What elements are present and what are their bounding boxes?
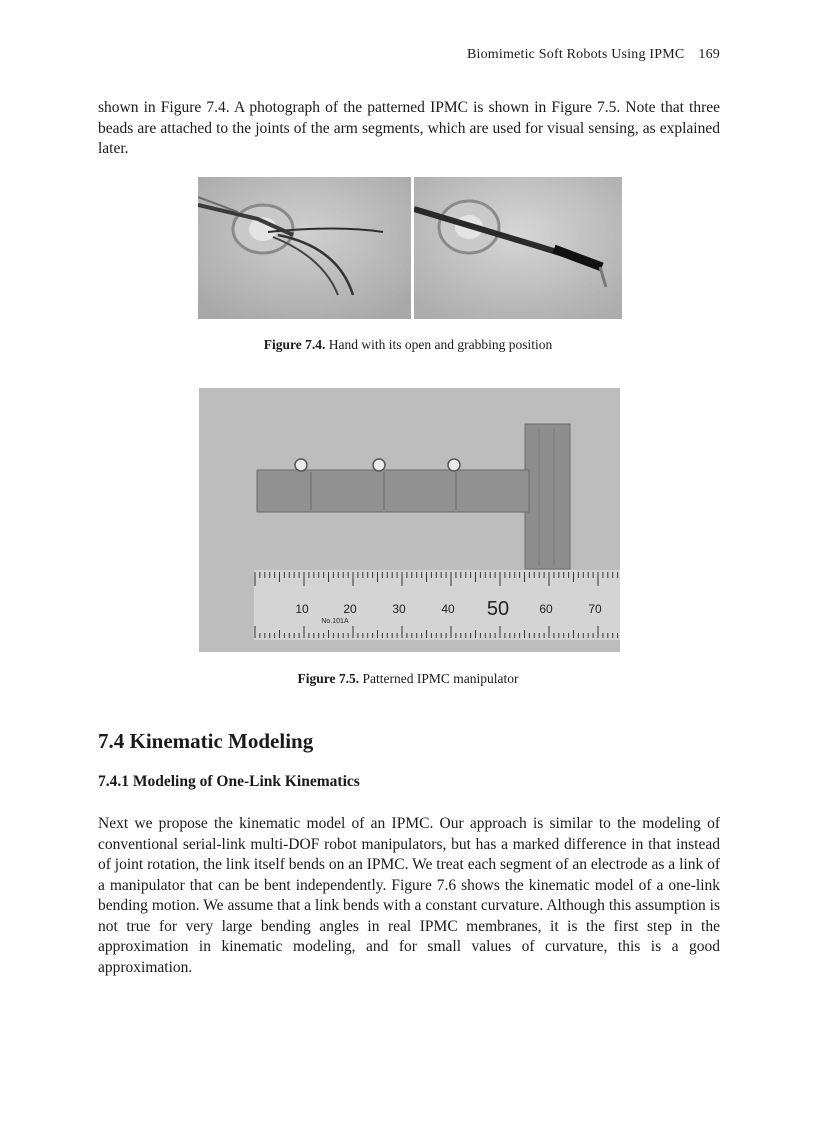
figure-7-4-caption-text: Hand with its open and grabbing position xyxy=(325,337,553,352)
ruler-label: 40 xyxy=(441,602,455,616)
figure-7-4-label: Figure 7.4. xyxy=(263,337,326,352)
figure-7-4-open-hand-photo xyxy=(198,177,411,319)
ruler-label: 10 xyxy=(295,602,309,616)
figure-7-5-manipulator-photo xyxy=(199,388,620,652)
ruler-label: 30 xyxy=(392,602,406,616)
figure-7-4-caption xyxy=(0,337,816,353)
intro-paragraph: shown in Figure 7.4. A photograph of the patterned IPMC is shown in Figure 7.5. Note that three beads are attached to the joints of the arm segments, which are used for visual sensing, as explained later. xyxy=(98,99,720,157)
ruler-mark: No.101A xyxy=(321,618,349,625)
running-header xyxy=(467,47,720,63)
subsection-heading: 7.4.1 Modeling of One-Link Kinematics xyxy=(98,773,360,790)
page-number: 169 xyxy=(698,47,720,62)
ruler-label: 70 xyxy=(588,602,602,616)
figure-7-4-grabbing-photo xyxy=(414,177,622,319)
section-heading: 7.4 Kinematic Modeling xyxy=(98,729,314,753)
ruler-label: 50 xyxy=(486,598,510,620)
figure-7-5-caption-text: Patterned IPMC manipulator xyxy=(359,671,519,686)
body-paragraph: Next we propose the kinematic model of an IPMC. Our approach is similar to the modeling of conventional serial-link multi-DOF robot manipulators, but has a marked difference in that instead of joint rotation, the link itself bends on an IPMC. We treat each segment of an electrode as a link of a manipulator that can be bent independently. Figure 7.6 shows the kinematic model of a one-link bending motion. We assume that a link bends with a constant curvature. Although this assumption is not true for very large bending angles in real IPMC membranes, it is the first step in the approximation in kinematic modeling, and for small values of curvature, this is a good approximation. xyxy=(98,815,720,976)
figure-7-5-label: Figure 7.5. xyxy=(297,671,360,686)
figure-7-5-caption xyxy=(0,671,816,687)
running-title: Biomimetic Soft Robots Using IPMC xyxy=(466,47,685,62)
ruler-label: 60 xyxy=(539,602,553,616)
ruler-label: 20 xyxy=(343,602,357,616)
